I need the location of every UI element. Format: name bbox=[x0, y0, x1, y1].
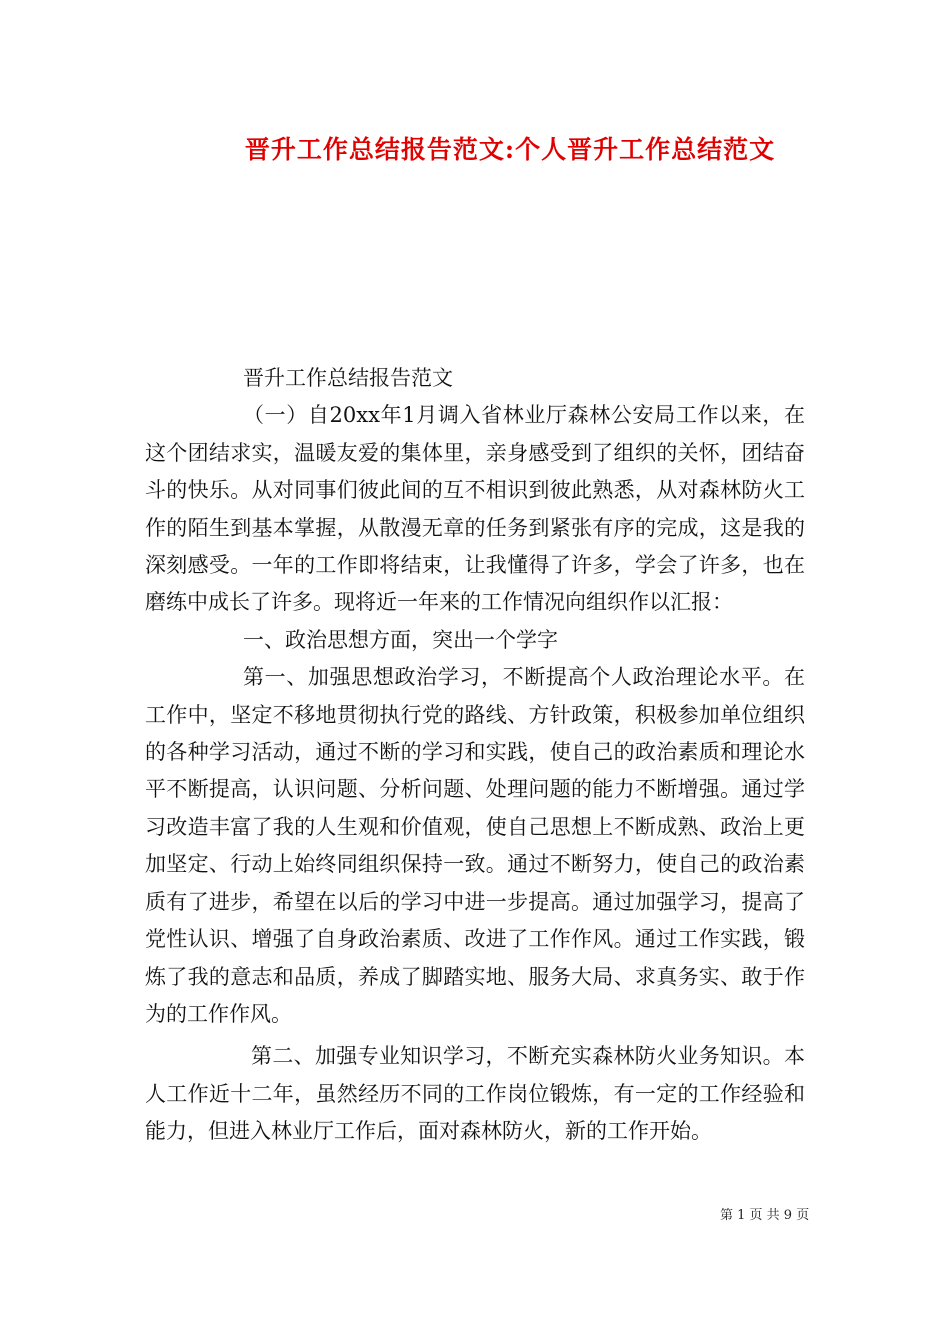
paragraph-section-one: 一、政治思想方面，突出一个学字 bbox=[243, 627, 558, 652]
document-title: 晋升工作总结报告范文:个人晋升工作总结范文 bbox=[244, 135, 776, 164]
paragraph-first-point: 第一、加强思想政治学习，不断提高个人政治理论水平。在工作中，坚定不移地贯彻执行党的路线、方针政策，积极参加单位组织的各种学习活动，通过不断的学习和实践，使自己的政治素质和理论水平不断提高，认识问题、分析问题、处理问题的能力不断增强。通过学习改造丰富了我的人生观和价值观，使自己思想上不断成熟、政治上更加坚定、行动上始终同组织保持一致。通过不断努力，使自己的政治素质有了进步，希望在以后的学习中进一步提高。通过加强学习，提高了党性认识、增强了自身政治素质、改进了工作作风。通过工作实践，锻炼了我的意志和品质，养成了脚踏实地、服务大局、求真务实、敢于作为的工作作风。 bbox=[145, 665, 805, 1026]
page-number: 第 1 页 共 9 页 bbox=[720, 1208, 810, 1223]
section-heading: 晋升工作总结报告范文 bbox=[243, 366, 453, 390]
paragraph-second-point: 第二、加强专业知识学习，不断充实森林防火业务知识。本人工作近十二年，虽然经历不同的工作岗位锻炼，有一定的工作经验和能力，但进入林业厅工作后，面对森林防火，新的工作开始。 bbox=[145, 1044, 805, 1144]
paragraph-intro: （一）自20xx年1月调入省林业厅森林公安局工作以来，在这个团结求实，温暖友爱的集体里，亲身感受到了组织的关怀，团结奋斗的快乐。从对同事们彼此间的互不相识到彼此熟悉，从对森林防火工作的陌生到基本掌握，从散漫无章的任务到紧张有序的完成，这是我的深刻感受。一年的工作即将结束，让我懂得了许多，学会了许多，也在磨练中成长了许多。现将近一年来的工作情况向组织作以汇报： bbox=[145, 403, 805, 615]
document-body bbox=[145, 360, 805, 1151]
